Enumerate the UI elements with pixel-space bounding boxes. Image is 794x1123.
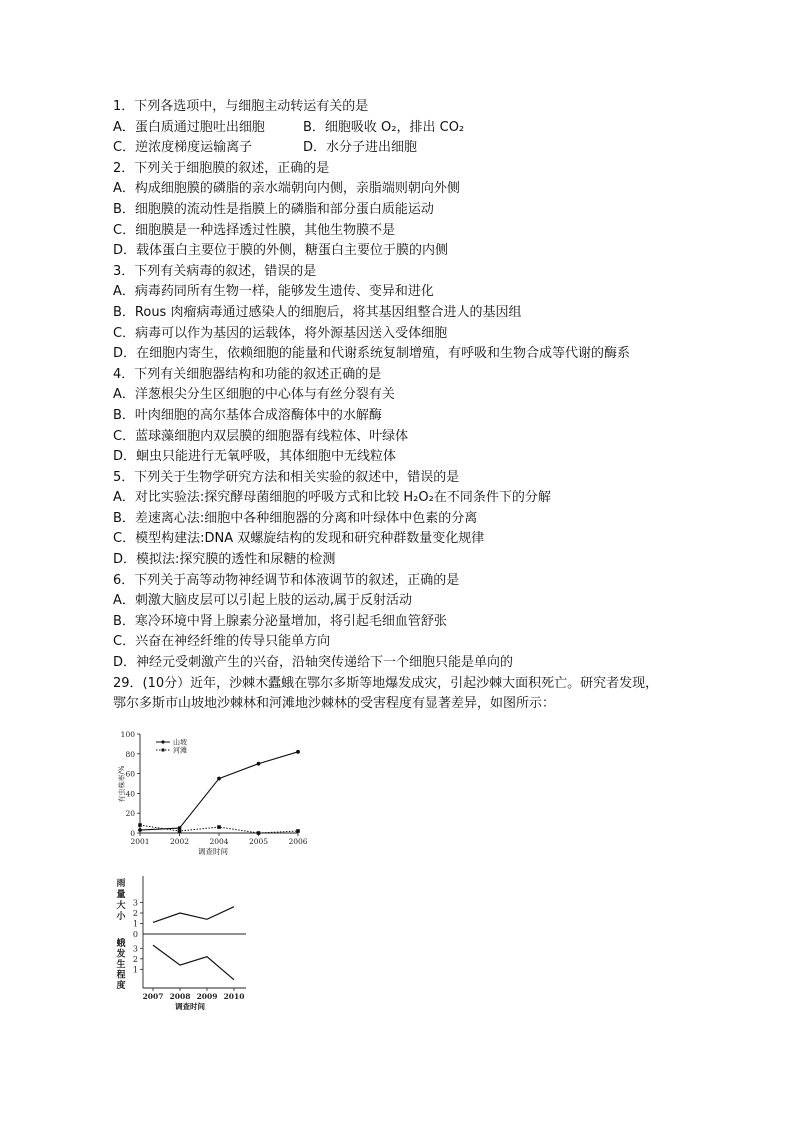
q3-option-a: A．病毒药同所有生物一样，能够发生遗传、变异和进化 bbox=[113, 284, 434, 300]
q3-stem: 3．下列有关病毒的叙述，错误的是 bbox=[113, 263, 317, 279]
upper-axis-label-char: 量 bbox=[116, 890, 126, 900]
upper-axis-label-char: 大 bbox=[116, 901, 126, 911]
q1-options-row1 bbox=[113, 118, 693, 139]
q4-option-b: B．叶肉细胞的高尔基体合成溶酶体中的水解酶 bbox=[113, 407, 382, 423]
q1-options-row2 bbox=[113, 138, 693, 159]
y-tick-label: 0 bbox=[130, 829, 135, 838]
y-axis-label: 有虫株率/% bbox=[118, 765, 126, 803]
y-tick-label: 60 bbox=[125, 769, 135, 779]
series-floodplain-point bbox=[217, 825, 221, 829]
lower-axis-label-char: 发 bbox=[116, 949, 126, 960]
q3-option-c: C．病毒可以作为基因的运载体，将外源基因送入受体细胞 bbox=[113, 325, 448, 341]
q4-option-d: D．蛔虫只能进行无氧呼吸，其体细胞中无线粒体 bbox=[113, 449, 397, 465]
q6-option-a: A．刺激大脑皮层可以引起上肢的运动,属于反射活动 bbox=[113, 593, 413, 609]
legend-label-slope: 山坡 bbox=[173, 738, 187, 747]
series-floodplain-point bbox=[178, 829, 182, 833]
q29-line1: 29．(10分）近年，沙棘木蠹蛾在鄂尔多斯等地爆发成灾，引起沙棘大面积死亡。研究者发现， bbox=[113, 675, 659, 691]
y-tick-label: 20 bbox=[125, 809, 135, 819]
q6-option-b: B．寒冷环境中肾上腺素分泌量增加，将引起毛细血管舒张 bbox=[113, 613, 447, 629]
q1-stem: 1．下列各选项中，与细胞主动转运有关的是 bbox=[113, 99, 369, 114]
lower-axis-label-char: 蛾 bbox=[116, 939, 126, 949]
x-tick-label: 2007 bbox=[142, 992, 164, 1001]
q3-option-d: D．在细胞内寄生，依赖细胞的能量和代谢系统复制增殖，有呼吸和生物合成等代谢的酶系 bbox=[113, 346, 631, 362]
x-tick-label: 2002 bbox=[169, 837, 190, 846]
q5-option-a: A．对比实验法:探究酵母菌细胞的呼吸方式和比较 H₂O₂在不同条件下的分解 bbox=[113, 490, 551, 506]
q4-option-a: A．洋葱根尖分生区细胞的中心体与有丝分裂有关 bbox=[113, 387, 395, 403]
q1-option-d: D．水分子进出细胞 bbox=[303, 140, 418, 156]
legend-marker-slope bbox=[161, 740, 164, 743]
series-slope-point bbox=[296, 750, 300, 754]
q5-option-b: B．差速离心法:细胞中各种细胞器的分离和叶绿体中色素的分离 bbox=[113, 510, 478, 526]
series-rainfall-line bbox=[153, 907, 234, 923]
upper-axis-label-char: 小 bbox=[116, 912, 126, 922]
q2-option-b: B．细胞膜的流动性是指膜上的磷脂和部分蛋白质能运动 bbox=[113, 201, 434, 217]
zero-tick-label: 0 bbox=[132, 930, 138, 939]
lower-tick-label: 2 bbox=[132, 954, 138, 964]
upper-tick-label: 1 bbox=[132, 919, 138, 929]
infestation-rate-chart bbox=[118, 726, 308, 861]
lower-tick-label: 1 bbox=[132, 965, 138, 975]
q5-option-c: C．模型构建法:DNA 双螺旋结构的发现和研究种群数量变化规律 bbox=[113, 531, 485, 547]
x-tick-label: 2008 bbox=[169, 992, 191, 1001]
q1-option-a: A．蛋白质通过胞吐出细胞 bbox=[113, 119, 265, 135]
x-tick-label: 2010 bbox=[223, 992, 245, 1001]
q1-option-b: B．细胞吸收 O₂，排出 CO₂ bbox=[303, 119, 465, 135]
upper-tick-label: 3 bbox=[132, 898, 138, 908]
x-axis-label: 调查时间 bbox=[175, 1002, 205, 1011]
y-tick-label: 100 bbox=[120, 730, 135, 739]
q2-option-d: D．载体蛋白主要位于膜的外侧，糖蛋白主要位于膜的内侧 bbox=[113, 243, 449, 259]
series-floodplain-point bbox=[257, 831, 261, 835]
x-tick-label: 2009 bbox=[196, 992, 218, 1001]
lower-tick-label: 3 bbox=[132, 944, 138, 954]
series-slope-point bbox=[257, 762, 261, 766]
upper-axis-label-char: 雨 bbox=[116, 879, 126, 889]
upper-tick-label: 2 bbox=[132, 909, 138, 918]
x-tick-label: 2004 bbox=[209, 837, 229, 846]
x-tick-label: 2006 bbox=[288, 837, 308, 846]
q2-option-c: C．细胞膜是一种选择透过性膜，其他生物膜不是 bbox=[113, 222, 396, 238]
rainfall-moth-chart bbox=[113, 872, 253, 1014]
series-floodplain-point bbox=[296, 829, 300, 833]
series-slope-point bbox=[138, 828, 142, 832]
q5-stem: 5．下列关于生物学研究方法和相关实验的叙述中，错误的是 bbox=[113, 469, 460, 485]
series-slope-point bbox=[217, 777, 221, 781]
q6-stem: 6．下列关于高等动物神经调节和体液调节的叙述，正确的是 bbox=[113, 572, 460, 588]
legend-label-floodplain: 河滩 bbox=[173, 746, 187, 755]
legend-marker-floodplain bbox=[162, 749, 165, 752]
q6-option-c: C．兴奋在神经纤维的传导只能单方向 bbox=[113, 634, 331, 650]
series-floodplain-point bbox=[138, 823, 142, 827]
q2-option-a: A．构成细胞膜的磷脂的亲水端朝向内侧，亲脂端则朝向外侧 bbox=[113, 181, 460, 197]
x-tick-label: 2001 bbox=[130, 837, 150, 846]
question-text bbox=[113, 97, 693, 715]
lower-axis-label-char: 生 bbox=[116, 960, 126, 970]
series-slope-line bbox=[140, 752, 298, 830]
q2-stem: 2．下列关于细胞膜的叙述，正确的是 bbox=[113, 160, 330, 176]
x-tick-label: 2005 bbox=[248, 837, 269, 846]
x-axis-label: 调查时间 bbox=[198, 847, 228, 856]
q4-option-c: C．蓝球藻细胞内双层膜的细胞器有线粒体、叶绿体 bbox=[113, 428, 409, 444]
series-moth-line bbox=[153, 945, 234, 980]
lower-axis-label-char: 度 bbox=[116, 981, 126, 991]
q5-option-d: D．模拟法:探究膜的透性和尿糖的检测 bbox=[113, 552, 336, 568]
q3-option-b: B．Rous 肉瘤病毒通过感染人的细胞后，将其基因组整合进人的基因组 bbox=[113, 304, 522, 320]
q4-stem: 4．下列有关细胞器结构和功能的叙述正确的是 bbox=[113, 366, 382, 382]
lower-axis-label-char: 程 bbox=[116, 970, 126, 981]
y-tick-label: 40 bbox=[125, 789, 135, 799]
y-tick-label: 80 bbox=[125, 749, 135, 759]
q1-option-c: C．逆浓度梯度运输离子 bbox=[113, 140, 253, 156]
q6-option-d: D．神经元受刺激产生的兴奋，沿轴突传递给下一个细胞只能是单向的 bbox=[113, 655, 514, 671]
q29-line2: 鄂尔多斯市山坡地沙棘林和河滩地沙棘林的受害程度有显著差异，如图所示： bbox=[113, 696, 556, 712]
